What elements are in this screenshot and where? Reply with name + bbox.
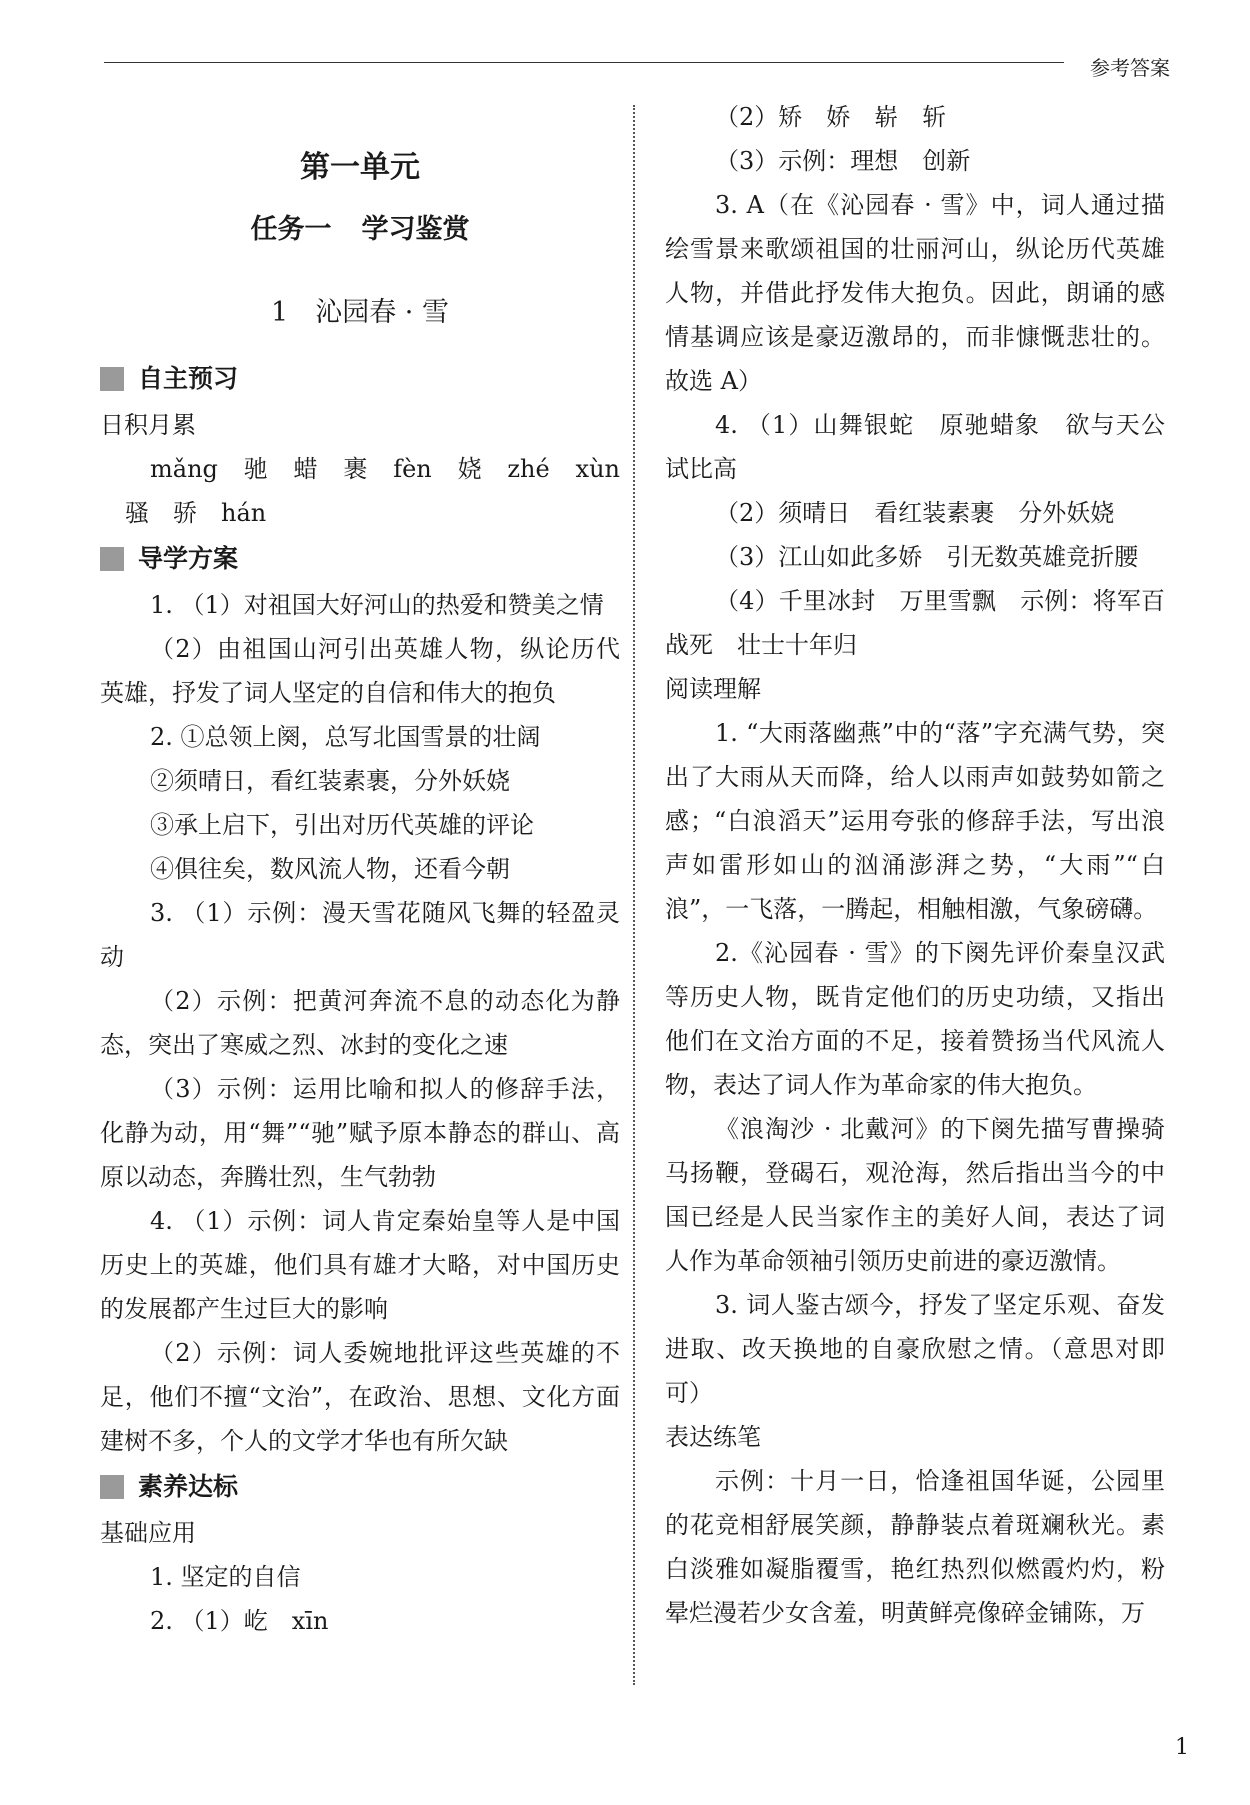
sub-heading: 基础应用	[100, 1519, 196, 1547]
left-column	[100, 95, 620, 1643]
task-title-number: 任务一	[250, 214, 332, 245]
answer-line: 4. （1）示例：词人肯定秦始皇等人是中国历史上的英雄，他们具有雄才大略，对中国历史的发展都产生过巨大的影响	[100, 1207, 620, 1323]
unit-title: 第一单元	[300, 150, 420, 185]
answer-line: ④俱往矣，数风流人物，还看今朝	[150, 855, 510, 883]
answer-line: 2. ①总领上阕，总写北国雪景的壮阔	[150, 723, 541, 751]
answer-line: （3）示例：运用比喻和拟人的修辞手法，化静为动，用“舞”“驰”赋予原本静态的群山、高原以动态，奔腾壮烈，生气勃勃	[100, 1075, 620, 1191]
pinyin-answers	[100, 447, 620, 491]
section-heading	[100, 355, 620, 403]
answer-line: 3. 词人鉴古颂今，抒发了坚定乐观、奋发进取、改天换地的自豪欣慰之情。（意思对即可）	[665, 1291, 1165, 1407]
answer-line: （2）须晴日 看红装素裹 分外妖娆	[715, 499, 1115, 527]
answer-line: 1. 坚定的自信	[150, 1563, 301, 1591]
answer-line: （2）矫 娇 崭 斩	[715, 103, 947, 131]
answer-line: ②须晴日，看红装素裹，分外妖娆	[150, 767, 510, 795]
pinyin-item: fèn	[393, 455, 432, 483]
section-heading	[100, 1463, 620, 1511]
section-heading-text: 自主预习	[138, 364, 239, 393]
pinyin-item: 裹	[343, 455, 368, 483]
answer-line: ③承上启下，引出对历代英雄的评论	[150, 811, 534, 839]
answer-line: 3. A（在《沁园春 · 雪》中，词人通过描绘雪景来歌颂祖国的壮丽河山，纵论历代英雄人物，并借此抒发伟大抱负。因此，朗诵的感情基调应该是豪迈激昂的，而非慷慨悲壮的。故选 A）	[665, 191, 1165, 395]
column-divider	[633, 105, 635, 1685]
answer-line: 骚 骄 hán	[125, 499, 267, 527]
answer-line: （2）示例：把黄河奔流不息的动态化为静态，突出了寒威之烈、冰封的变化之速	[100, 987, 620, 1059]
pinyin-item: xùn	[575, 455, 620, 483]
answer-line: （3）江山如此多娇 引无数英雄竞折腰	[715, 543, 1139, 571]
answer-line: 《浪淘沙 · 北戴河》的下阕先描写曹操骑马扬鞭，登碣石，观沧海，然后指出当今的中国已经是人民当家作主的美好人间，表达了词人作为革命领袖引领历史前进的豪迈激情。	[665, 1115, 1165, 1275]
sub-heading: 阅读理解	[665, 675, 761, 703]
task-title-text: 学习鉴赏	[361, 214, 470, 245]
lesson-title: 1 沁园春 · 雪	[271, 297, 449, 328]
answer-line: 1. （1）对祖国大好河山的热爱和赞美之情	[150, 591, 604, 619]
answer-line: 示例：十月一日，恰逢祖国华诞，公园里的花竞相舒展笑颜，静静装点着斑斓秋光。素白淡雅如凝脂覆雪，艳红热烈似燃霞灼灼，粉晕烂漫若少女含羞，明黄鲜亮像碎金铺陈，万	[665, 1467, 1165, 1627]
answer-line: 4. （1）山舞银蛇 原驰蜡象 欲与天公试比高	[665, 411, 1165, 483]
answer-line: 3. （1）示例：漫天雪花随风飞舞的轻盈灵动	[100, 899, 620, 971]
task-title	[100, 195, 620, 265]
section-marker-icon	[100, 367, 124, 391]
section-heading-text: 导学方案	[138, 544, 239, 573]
section-marker-icon	[100, 547, 124, 571]
section-heading	[100, 535, 620, 583]
section-heading-text: 素养达标	[138, 1472, 239, 1501]
section-marker-icon	[100, 1475, 124, 1499]
answer-line: （3）示例：理想 创新	[715, 147, 971, 175]
page-number: 1	[1175, 1735, 1189, 1760]
sub-heading: 日积月累	[100, 411, 196, 439]
pinyin-item: 蜡	[293, 455, 318, 483]
answer-line: 2. （1）屹 xīn	[150, 1607, 329, 1635]
pinyin-item: 驰	[243, 455, 268, 483]
sub-heading: 表达练笔	[665, 1423, 761, 1451]
answer-line: （4）千里冰封 万里雪飘 示例：将军百战死 壮士十年归	[665, 587, 1165, 659]
pinyin-item: mǎng	[150, 455, 218, 483]
answer-line: （2）示例：词人委婉地批评这些英雄的不足，他们不擅“文治”，在政治、思想、文化方面建树不多，个人的文学才华也有所欠缺	[100, 1339, 620, 1455]
answer-line: 2.《沁园春 · 雪》的下阕先评价秦皇汉武等历史人物，既肯定他们的历史功绩，又指出他们在文治方面的不足，接着赞扬当代风流人物，表达了词人作为革命家的伟大抱负。	[665, 939, 1165, 1099]
pinyin-item: 娆	[457, 455, 482, 483]
answer-line: 1. “大雨落幽燕”中的“落”字充满气势，突出了大雨从天而降，给人以雨声如鼓势如箭之感；“白浪滔天”运用夸张的修辞手法，写出浪声如雷形如山的汹涌澎湃之势，“大雨”“白浪”，一飞落，一腾起，相触相激，气象磅礴。	[665, 719, 1165, 923]
header-rule	[104, 62, 1064, 63]
answer-line: （2）由祖国山河引出英雄人物，纵论历代英雄，抒发了词人坚定的自信和伟大的抱负	[100, 635, 620, 707]
pinyin-item: zhé	[507, 455, 550, 483]
header-title: 参考答案	[1090, 56, 1170, 80]
right-column	[665, 95, 1165, 1635]
